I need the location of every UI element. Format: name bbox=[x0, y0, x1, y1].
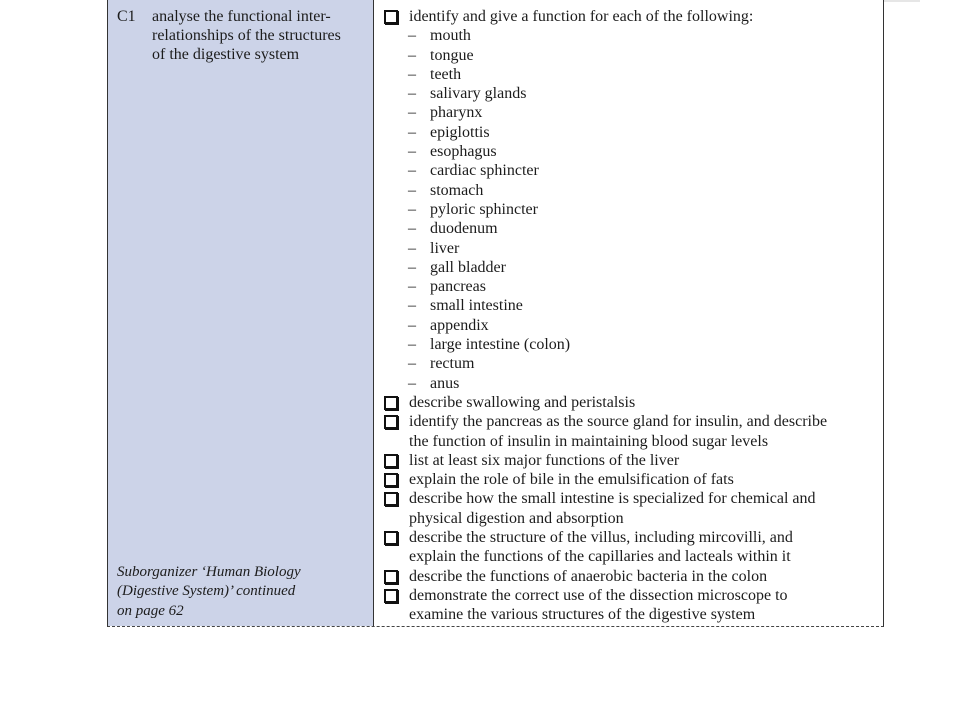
structure-name: pyloric sphincter bbox=[430, 200, 538, 218]
checkbox-icon bbox=[384, 473, 398, 487]
checklist-item bbox=[383, 470, 879, 489]
dash-bullet: – bbox=[408, 162, 416, 180]
structure-item bbox=[383, 219, 879, 238]
checklist-item bbox=[383, 528, 879, 547]
note-line: Suborganizer ‘Human Biology bbox=[117, 564, 301, 580]
dash-bullet: – bbox=[408, 239, 416, 257]
outcome-code: C1 bbox=[117, 8, 136, 25]
checklist-item-text: demonstrate the correct use of the dissection microscope to bbox=[409, 586, 788, 604]
structure-name: duodenum bbox=[430, 220, 498, 238]
checklist-item bbox=[383, 586, 879, 605]
checkbox-icon bbox=[384, 454, 398, 468]
dash-bullet: – bbox=[408, 123, 416, 141]
dash-bullet: – bbox=[408, 46, 416, 64]
dash-bullet: – bbox=[408, 143, 416, 161]
structure-name: pharynx bbox=[430, 104, 483, 122]
structure-item bbox=[383, 296, 879, 315]
dash-bullet: – bbox=[408, 278, 416, 296]
structure-item bbox=[383, 123, 879, 142]
dash-bullet: – bbox=[408, 200, 416, 218]
structure-item bbox=[383, 239, 879, 258]
structure-item bbox=[383, 65, 879, 84]
checkbox-icon bbox=[384, 570, 398, 584]
checklist-item-text: describe the structure of the villus, including mircovilli, and bbox=[409, 529, 793, 547]
dash-bullet: – bbox=[408, 316, 416, 334]
structure-item bbox=[383, 354, 879, 373]
checklist-item-text: physical digestion and absorption bbox=[409, 509, 624, 527]
checkbox-icon bbox=[384, 492, 398, 506]
checklist-item-text: examine the various structures of the digestive system bbox=[409, 606, 756, 624]
structure-name: pancreas bbox=[430, 278, 486, 296]
structure-name: anus bbox=[430, 374, 460, 392]
dash-bullet: – bbox=[408, 85, 416, 103]
checklist-item-continuation bbox=[383, 605, 879, 624]
structure-item bbox=[383, 200, 879, 219]
structure-name: teeth bbox=[430, 65, 462, 83]
structure-name: large intestine (colon) bbox=[430, 336, 571, 354]
structure-name: cardiac sphincter bbox=[430, 162, 539, 180]
structure-item bbox=[383, 181, 879, 200]
checklist-item-continuation bbox=[383, 432, 879, 451]
checklist-item bbox=[383, 393, 879, 412]
indicator-list bbox=[383, 7, 879, 625]
structure-name: esophagus bbox=[430, 143, 497, 161]
structure-item bbox=[383, 277, 879, 296]
dash-bullet: – bbox=[408, 374, 416, 392]
checklist-item bbox=[383, 412, 879, 431]
checklist-item-continuation bbox=[383, 547, 879, 566]
checklist-item-text: list at least six major functions of the liver bbox=[409, 451, 680, 469]
dash-bullet: – bbox=[408, 355, 416, 373]
structure-name: appendix bbox=[430, 316, 489, 334]
checklist-item bbox=[383, 451, 879, 470]
outcome-line: analyse the functional inter- bbox=[152, 8, 331, 25]
checklist-item bbox=[383, 7, 879, 26]
dash-bullet: – bbox=[408, 258, 416, 276]
outcome-text bbox=[152, 7, 368, 64]
checkbox-icon bbox=[384, 396, 398, 410]
checklist-item-text: explain the role of bile in the emulsification of fats bbox=[409, 471, 734, 489]
checklist-item-text: describe the functions of anaerobic bacteria in the colon bbox=[409, 567, 768, 585]
outcome-line: of the digestive system bbox=[152, 46, 300, 63]
checkbox-icon bbox=[384, 589, 398, 603]
structure-item bbox=[383, 46, 879, 65]
structure-item bbox=[383, 142, 879, 161]
dash-bullet: – bbox=[408, 297, 416, 315]
top-rule bbox=[884, 0, 920, 2]
structure-name: stomach bbox=[430, 181, 484, 199]
note-line: on page 62 bbox=[117, 602, 184, 619]
dash-bullet: – bbox=[408, 104, 416, 122]
indicators-column bbox=[374, 0, 883, 626]
dash-bullet: – bbox=[408, 65, 416, 83]
structure-item bbox=[383, 84, 879, 103]
checkbox-icon bbox=[384, 10, 398, 24]
suborganizer-note bbox=[117, 563, 301, 621]
structure-item bbox=[383, 258, 879, 277]
checklist-item-text: the function of insulin in maintaining blood sugar levels bbox=[409, 432, 769, 450]
checklist-item bbox=[383, 567, 879, 586]
checklist-item-continuation bbox=[383, 509, 879, 528]
structure-name: small intestine bbox=[430, 297, 523, 315]
dash-bullet: – bbox=[408, 220, 416, 238]
dash-bullet: – bbox=[408, 336, 416, 354]
structure-name: mouth bbox=[430, 27, 471, 45]
structure-item bbox=[383, 161, 879, 180]
checkbox-icon bbox=[384, 415, 398, 429]
structure-item bbox=[383, 103, 879, 122]
checklist-item-text: identify and give a function for each of the following: bbox=[409, 8, 754, 25]
structure-name: salivary glands bbox=[430, 85, 527, 103]
structure-name: gall bladder bbox=[430, 258, 506, 276]
structure-name: rectum bbox=[430, 355, 475, 373]
dash-bullet: – bbox=[408, 27, 416, 45]
checklist-item-text: identify the pancreas as the source gland for insulin, and describe bbox=[409, 413, 828, 431]
outcome-column bbox=[108, 0, 374, 626]
structure-item bbox=[383, 374, 879, 393]
note-line: (Digestive System)’ continued bbox=[117, 583, 296, 600]
curriculum-table bbox=[107, 0, 884, 627]
checklist-item-text: explain the functions of the capillaries and lacteals within it bbox=[409, 548, 791, 566]
structure-item bbox=[383, 316, 879, 335]
structure-name: liver bbox=[430, 239, 460, 257]
checklist-item bbox=[383, 489, 879, 508]
outcome-line: relationships of the structures bbox=[152, 27, 341, 44]
structure-name: tongue bbox=[430, 46, 474, 64]
structure-name: epiglottis bbox=[430, 123, 490, 141]
checkbox-icon bbox=[384, 531, 398, 545]
checklist-item-text: describe how the small intestine is specialized for chemical and bbox=[409, 490, 816, 508]
structure-item bbox=[383, 335, 879, 354]
structure-item bbox=[383, 26, 879, 45]
dash-bullet: – bbox=[408, 181, 416, 199]
checklist-item-text: describe swallowing and peristalsis bbox=[409, 393, 636, 411]
